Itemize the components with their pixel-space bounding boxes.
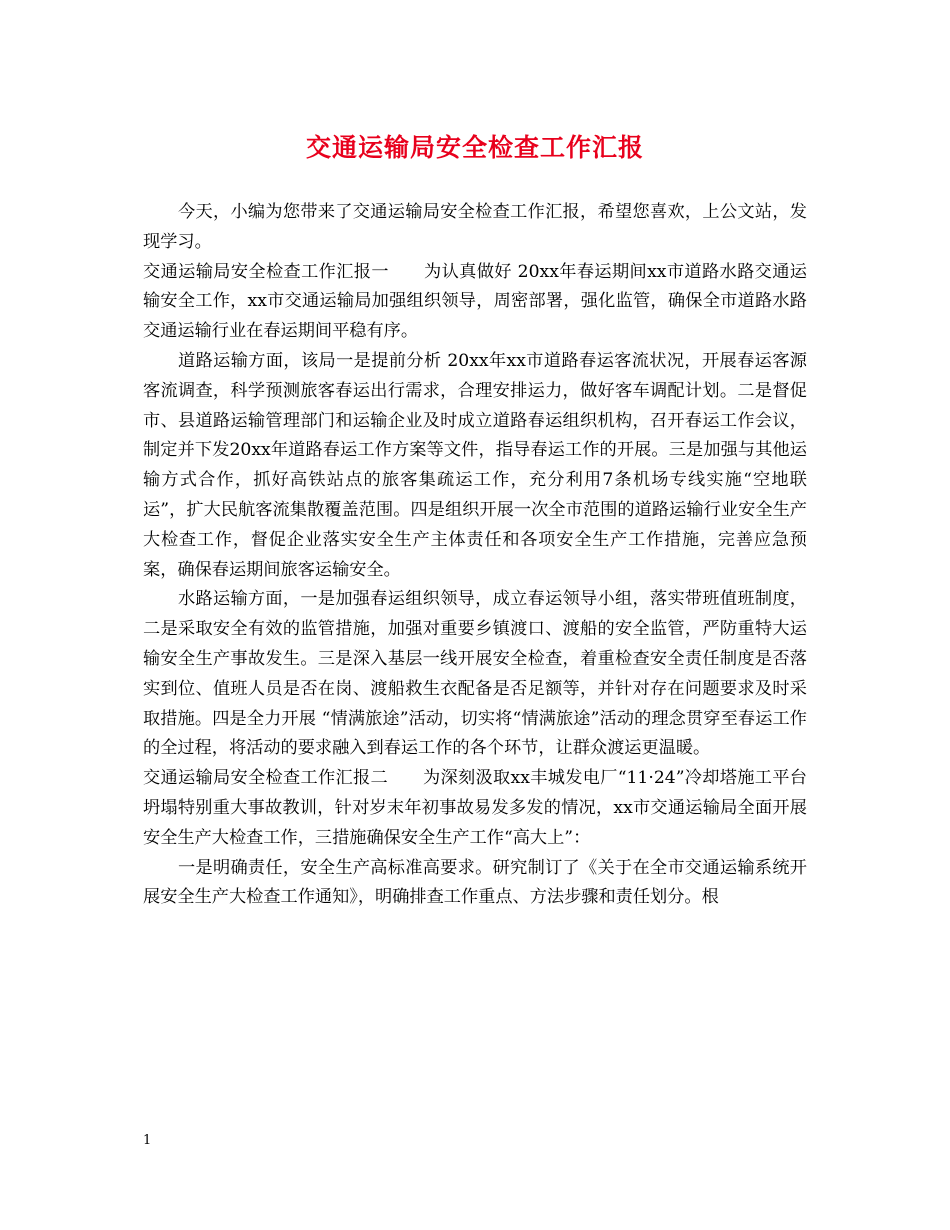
body-paragraph: 交通运输局安全检查工作汇报二 为深刻汲取xx丰城发电厂“11·24”冷却塔施工平台坍塌特别重大事故教训，针对岁末年初事故易发多发的情况，xx市交通运输局全面开展安全生产大检查工作，三措施确保安全生产工作“高大上”：: [143, 768, 807, 848]
document-body: [143, 198, 807, 913]
body-paragraph: 道路运输方面，该局一是提前分析 20xx年xx市道路春运客流状况，开展春运客源客流调查，科学预测旅客春运出行需求，合理安排运力，做好客车调配计划。二是督促市、县道路运输管理部门和运输企业及时成立道路春运组织机构，召开春运工作会议，制定并下发20xx年道路春运工作方案等文件，指导春运工作的开展。三是加强与其他运输方式合作，抓好高铁站点的旅客集疏运工作，充分利用7条机场专线实施“空地联运”，扩大民航客流集散覆盖范围。四是组织开展一次全市范围的道路运输行业安全生产大检查工作，督促企业落实安全生产主体责任和各项安全生产工作措施，完善应急预案，确保春运期间旅客运输安全。: [143, 350, 807, 580]
page-number: 1: [143, 1133, 152, 1148]
body-paragraph: 今天，小编为您带来了交通运输局安全检查工作汇报，希望您喜欢，上公文站，发现学习。: [143, 202, 807, 252]
body-paragraph: 一是明确责任，安全生产高标准高要求。研究制订了《关于在全市交通运输系统开展安全生产大检查工作通知》，明确排查工作重点、方法步骤和责任划分。根: [143, 857, 807, 908]
document-title: 交通运输局安全检查工作汇报: [305, 133, 644, 162]
body-paragraph: 交通运输局安全检查工作汇报一 为认真做好 20xx年春运期间xx市道路水路交通运输安全工作，xx市交通运输局加强组织领导，周密部署，强化监管，确保全市道路水路交通运输行业在春运期间平稳有序。: [143, 261, 807, 342]
body-paragraph: 水路运输方面，一是加强春运组织领导，成立春运领导小组，落实带班值班制度，二是采取安全有效的监管措施，加强对重要乡镇渡口、渡船的安全监管，严防重特大运输安全生产事故发生。三是深入基层一线开展安全检查，着重检查安全责任制度是否落实到位、值班人员是否在岗、渡船救生衣配备是否足额等，并针对存在问题要求及时采取措施。四是全力开展 “情满旅途”活动，切实将“情满旅途”活动的理念贯穿至春运工作的全过程，将活动的要求融入到春运工作的各个环节，让群众渡运更温暖。: [143, 589, 807, 759]
